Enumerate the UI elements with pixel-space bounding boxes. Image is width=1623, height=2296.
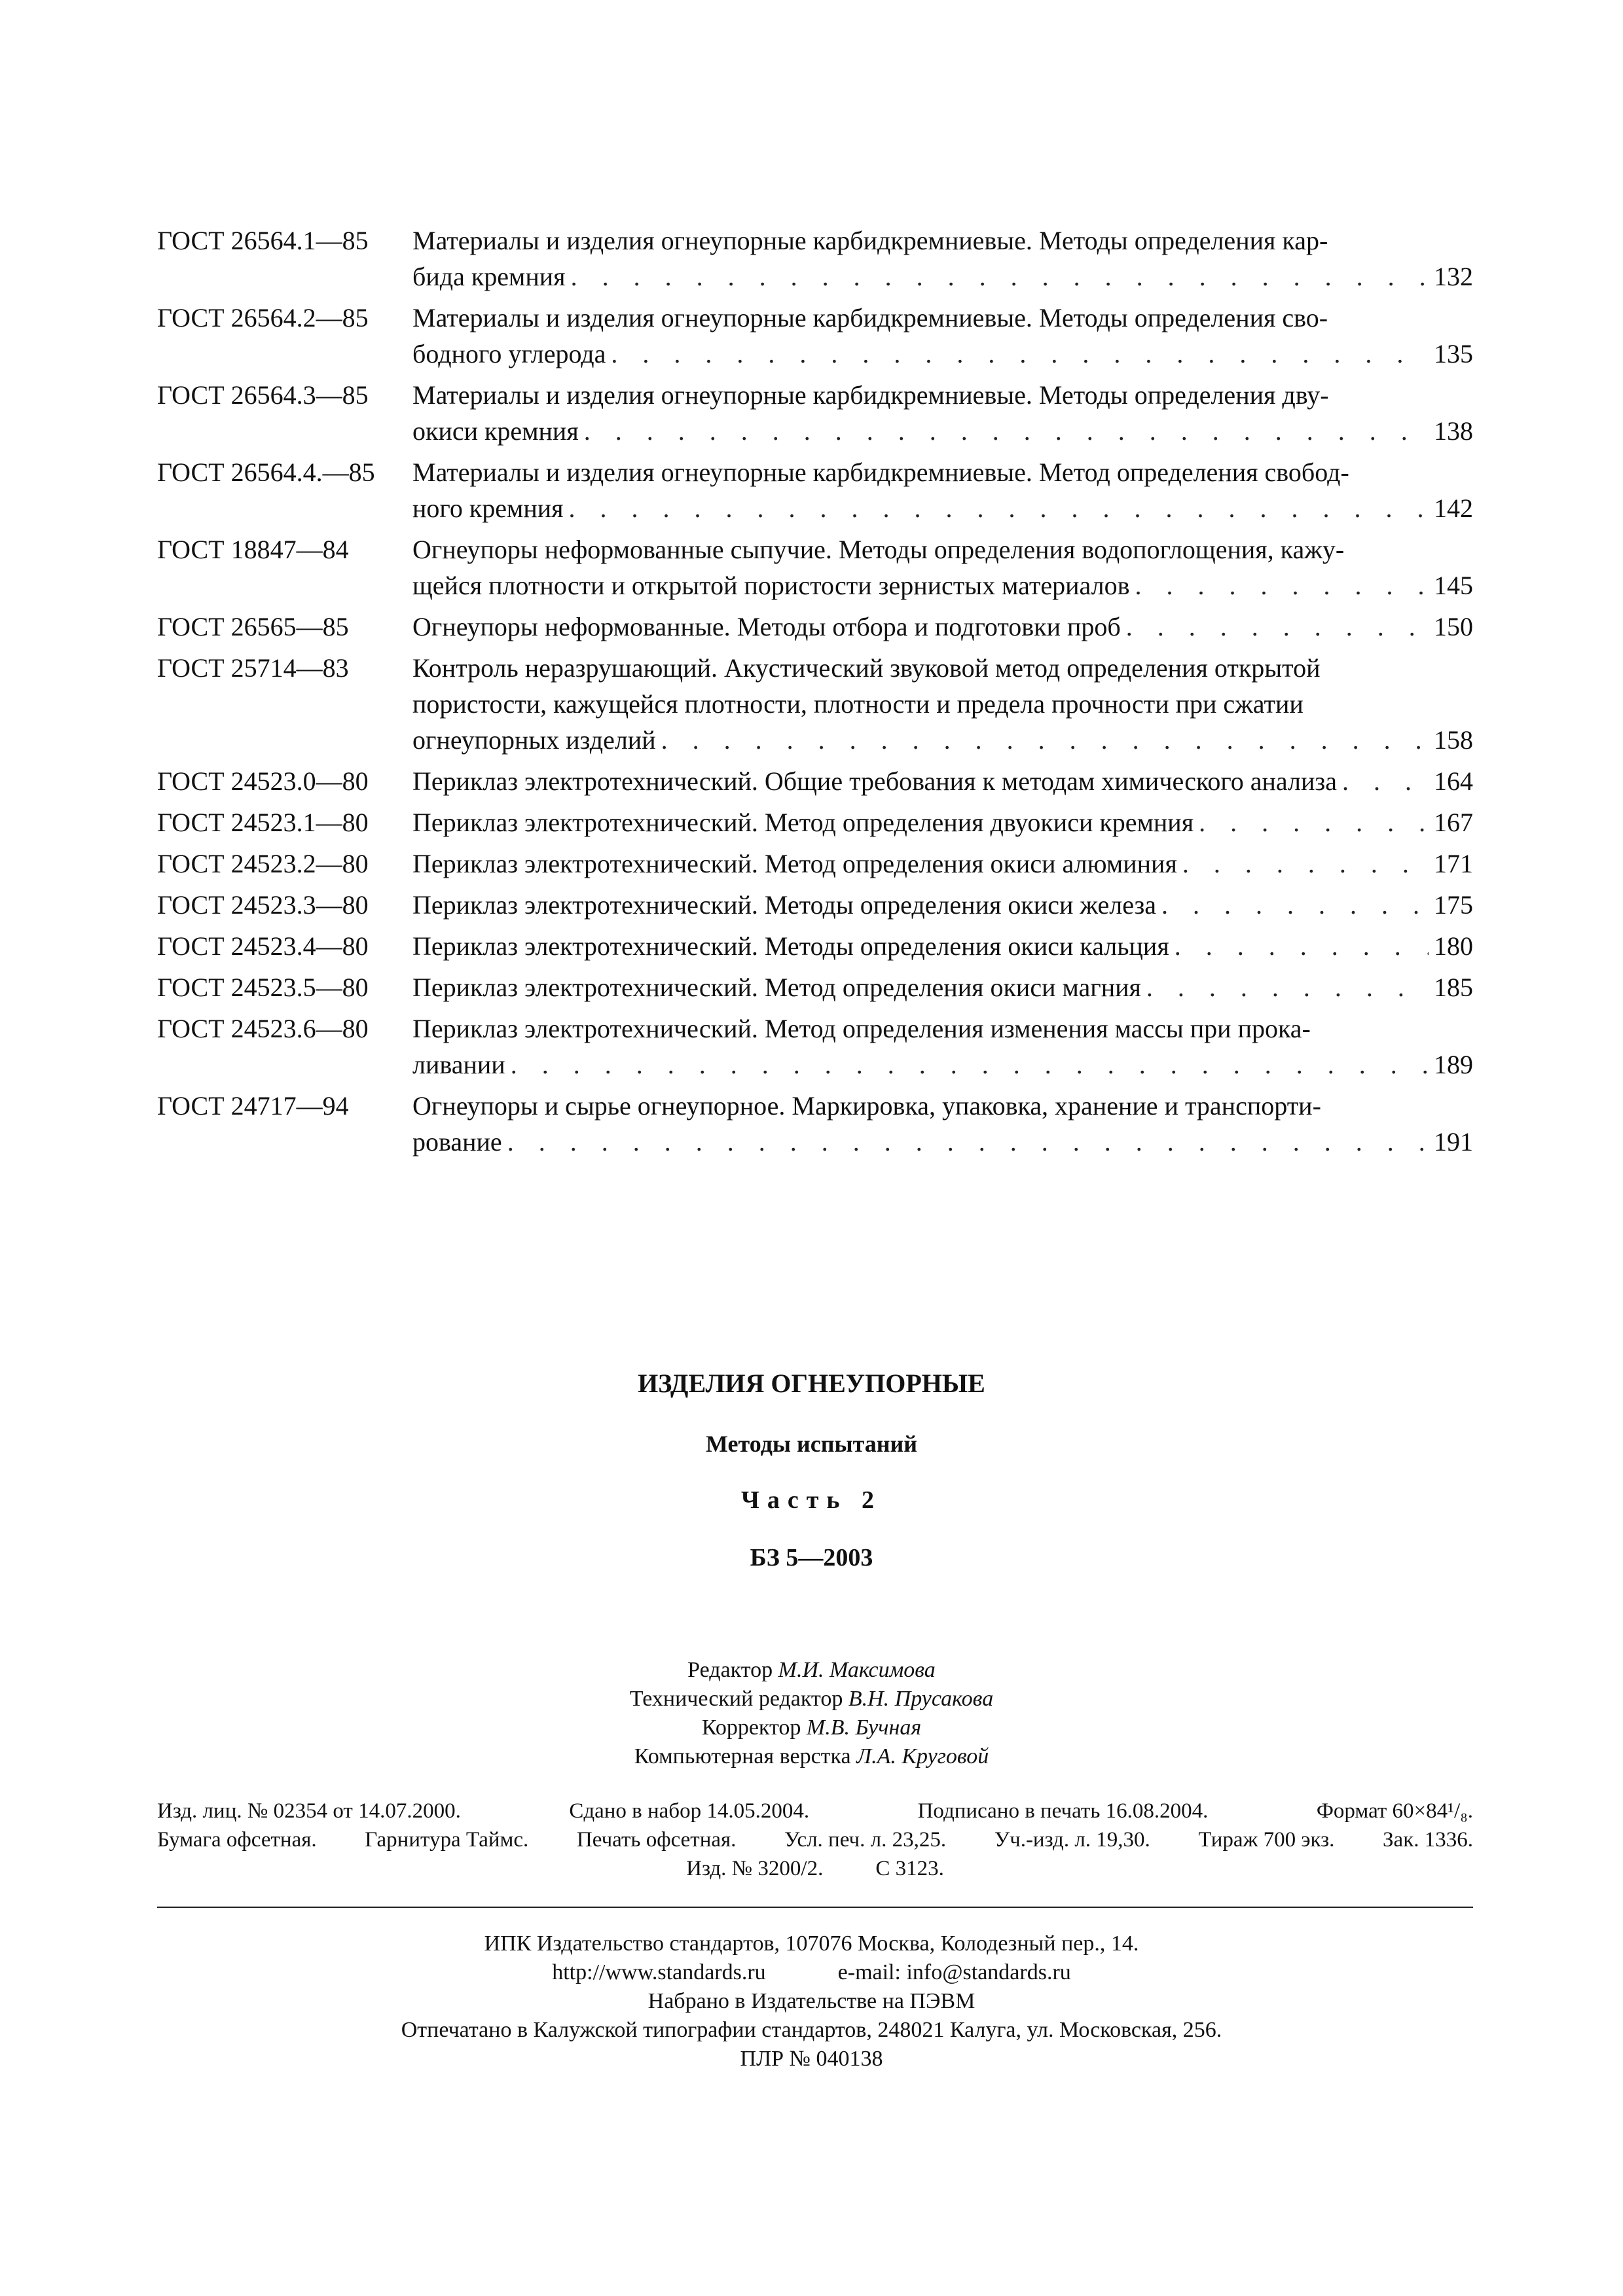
credit-line: Технический редактор В.Н. Прусакова — [629, 1687, 994, 1711]
toc-title-last-line — [412, 567, 1473, 603]
toc-page-number[interactable]: 189 — [1434, 1050, 1473, 1079]
toc-title-text: Периклаз электротехнический. Общие требования к методам химического анализа — [412, 766, 1337, 796]
dot-leader — [571, 259, 1429, 295]
toc-entry — [157, 300, 1473, 372]
toc-title — [412, 846, 1473, 882]
dot-leader — [1199, 804, 1429, 840]
toc-title-text: Периклаз электротехнический. Методы определения окиси железа — [412, 890, 1156, 920]
toc-title-text: щейся плотности и открытой пористости зернистых материалов — [412, 571, 1130, 600]
dot-leader — [1146, 969, 1429, 1005]
toc-standard-code: ГОСТ 24523.3—80 — [157, 890, 369, 920]
toc-title-line: Материалы и изделия огнеупорные карбидкремниевые. Методы определения дву- — [412, 380, 1329, 410]
toc-standard-code: ГОСТ 24523.5—80 — [157, 973, 369, 1002]
toc-entry — [157, 531, 1473, 603]
toc-standard-code: ГОСТ 26564.2—85 — [157, 303, 369, 332]
toc-entry — [157, 969, 1473, 1005]
toc-page-number[interactable]: 185 — [1434, 973, 1473, 1002]
toc-standard-code: ГОСТ 26564.3—85 — [157, 380, 369, 410]
toc-standard-code: ГОСТ 24523.0—80 — [157, 766, 369, 796]
toc-title — [412, 650, 1473, 758]
toc-title-last-line — [412, 1124, 1473, 1160]
toc-title-line: Контроль неразрушающий. Акустический звуковой метод определения открытой — [412, 653, 1321, 683]
toc-title — [412, 377, 1473, 449]
dot-leader — [511, 1047, 1429, 1083]
toc-entry — [157, 763, 1473, 799]
toc-title-last-line — [412, 846, 1473, 882]
toc-title-text: окиси кремния — [412, 416, 579, 446]
toc-title-last-line — [412, 336, 1473, 372]
toc-standard-code: ГОСТ 26565—85 — [157, 612, 349, 641]
horizontal-divider — [157, 1907, 1473, 1908]
toc-entry — [157, 377, 1473, 449]
toc-entry — [157, 223, 1473, 295]
dot-leader — [611, 336, 1429, 372]
toc-title-text: огнеупорных изделий — [412, 725, 656, 755]
toc-title — [412, 1088, 1473, 1160]
toc-title-text: Периклаз электротехнический. Метод определения двуокиси кремния — [412, 808, 1194, 837]
toc-entry — [157, 887, 1473, 923]
toc-title — [412, 300, 1473, 372]
credits-block — [0, 1656, 1623, 1771]
toc-page-number[interactable]: 138 — [1434, 416, 1473, 446]
dot-leader — [584, 413, 1429, 449]
toc-standard-code: ГОСТ 25714—83 — [157, 653, 349, 683]
toc-title-last-line — [412, 609, 1473, 645]
dot-leader — [1342, 763, 1429, 799]
dot-leader — [1126, 609, 1429, 645]
toc-entry — [157, 454, 1473, 526]
toc-title-line: пористости, кажущейся плотности, плотности и предела прочности при сжатии — [412, 689, 1304, 719]
toc-title-line: Огнеупоры неформованные сыпучие. Методы определения водопоглощения, кажу- — [412, 535, 1345, 564]
toc-title-text: ного кремния — [412, 493, 564, 523]
toc-title-line: Материалы и изделия огнеупорные карбидкремниевые. Методы определения кар- — [412, 226, 1328, 255]
toc-page-number[interactable]: 180 — [1434, 931, 1473, 961]
toc-entry — [157, 1011, 1473, 1083]
toc-page-number[interactable]: 142 — [1434, 493, 1473, 523]
book-code: БЗ 5—2003 — [750, 1544, 873, 1571]
toc-standard-code: ГОСТ 24523.1—80 — [157, 808, 369, 837]
dot-leader — [1161, 887, 1429, 923]
publisher-address: ИПК Издательство стандартов, 107076 Москва, Колодезный пер., 14. — [484, 1931, 1139, 1956]
toc-title — [412, 928, 1473, 964]
toc-title-last-line — [412, 804, 1473, 840]
toc-page-number[interactable]: 191 — [1434, 1127, 1473, 1157]
imprint-block — [157, 1797, 1473, 1883]
toc-page-number[interactable]: 145 — [1434, 571, 1473, 600]
toc-title-last-line — [412, 490, 1473, 526]
toc-title-line: Материалы и изделия огнеупорные карбидкремниевые. Методы определения сво- — [412, 303, 1328, 332]
dot-leader — [569, 490, 1429, 526]
toc-title-last-line — [412, 259, 1473, 295]
toc-title-last-line — [412, 722, 1473, 758]
toc-title — [412, 223, 1473, 295]
toc-title — [412, 531, 1473, 603]
printer-note: Отпечатано в Калужской типографии стандартов, 248021 Калуга, ул. Московская, 256. — [401, 2018, 1222, 2042]
toc-title — [412, 804, 1473, 840]
toc-title — [412, 887, 1473, 923]
book-title: ИЗДЕЛИЯ ОГНЕУПОРНЫЕ — [638, 1369, 985, 1398]
credit-line: Корректор М.В. Бучная — [701, 1715, 922, 1740]
toc-title-line: Периклаз электротехнический. Метод определения изменения массы при прока- — [412, 1014, 1311, 1043]
toc-standard-code: ГОСТ 18847—84 — [157, 535, 349, 564]
table-of-contents — [157, 223, 1473, 1165]
imprint-row: Изд. лиц. № 02354 от 14.07.2000. Сдано в набор 14.05.2004. Подписано в печать 16.08.2004. Формат 60×84¹/₈. — [157, 1799, 1473, 1823]
publisher-block — [0, 1929, 1623, 2073]
toc-title-text: ливании — [412, 1050, 505, 1079]
toc-title-text: Огнеупоры неформованные. Методы отбора и подготовки проб — [412, 612, 1121, 641]
toc-standard-code: ГОСТ 26564.4.—85 — [157, 457, 375, 487]
toc-standard-code: ГОСТ 26564.1—85 — [157, 226, 369, 255]
toc-title-text: Периклаз электротехнический. Методы определения окиси кальция — [412, 931, 1169, 961]
publisher-contacts — [0, 1958, 1623, 1987]
toc-standard-code: ГОСТ 24717—94 — [157, 1091, 349, 1121]
toc-page-number[interactable]: 158 — [1434, 725, 1473, 755]
toc-title-text: рование — [412, 1127, 502, 1157]
toc-title — [412, 454, 1473, 526]
toc-entry — [157, 609, 1473, 645]
toc-page-number[interactable]: 175 — [1434, 890, 1473, 920]
dot-leader — [1135, 567, 1429, 603]
toc-page-number[interactable]: 150 — [1434, 612, 1473, 641]
toc-entry — [157, 1088, 1473, 1160]
typeset-note: Набрано в Издательстве на ПЭВМ — [647, 1989, 976, 2013]
toc-title-last-line — [412, 1047, 1473, 1083]
dot-leader — [1182, 846, 1429, 882]
toc-title-last-line — [412, 413, 1473, 449]
publisher-email[interactable]: e-mail: info@standards.ru — [837, 1960, 1071, 1984]
toc-title-last-line — [412, 887, 1473, 923]
credit-line: Компьютерная верстка Л.А. Круговой — [634, 1744, 989, 1768]
toc-title-text: бодного углерода — [412, 339, 606, 368]
imprint-row: Бумага офсетная. Гарнитура Таймс. Печать офсетная. Усл. печ. л. 23,25. Уч.-изд. л. 19,30. Тираж 700 экз. Зак. 1336. — [157, 1828, 1473, 1852]
toc-page-number[interactable]: 164 — [1434, 766, 1473, 796]
toc-title — [412, 609, 1473, 645]
toc-title-text: бида кремния — [412, 262, 566, 291]
dot-leader — [507, 1124, 1429, 1160]
publisher-url[interactable]: http://www.standards.ru — [552, 1960, 766, 1984]
toc-page-number[interactable]: 171 — [1434, 849, 1473, 878]
toc-standard-code: ГОСТ 24523.2—80 — [157, 849, 369, 878]
imprint-row: Изд. № 3200/2. С 3123. — [686, 1857, 944, 1880]
toc-title-line: Огнеупоры и сырье огнеупорное. Маркировка, упаковка, хранение и транспорти- — [412, 1091, 1321, 1121]
toc-title-last-line — [412, 969, 1473, 1005]
dot-leader — [661, 722, 1429, 758]
toc-title-text: Периклаз электротехнический. Метод определения окиси алюминия — [412, 849, 1177, 878]
toc-entry — [157, 804, 1473, 840]
toc-entry — [157, 650, 1473, 758]
toc-page-number[interactable]: 135 — [1434, 339, 1473, 368]
plr-number: ПЛР № 040138 — [740, 2047, 883, 2071]
toc-title — [412, 763, 1473, 799]
dot-leader — [1175, 928, 1429, 964]
toc-title-last-line — [412, 928, 1473, 964]
toc-entry — [157, 846, 1473, 882]
credit-line: Редактор М.И. Максимова — [687, 1658, 936, 1682]
toc-page-number[interactable]: 167 — [1434, 808, 1473, 837]
toc-entry — [157, 928, 1473, 964]
toc-title — [412, 1011, 1473, 1083]
toc-standard-code: ГОСТ 24523.6—80 — [157, 1014, 369, 1043]
toc-page-number[interactable]: 132 — [1434, 262, 1473, 291]
toc-standard-code: ГОСТ 24523.4—80 — [157, 931, 369, 961]
book-subtitle: Методы испытаний — [706, 1431, 917, 1457]
toc-title-text: Периклаз электротехнический. Метод определения окиси магния — [412, 973, 1141, 1002]
toc-title-last-line — [412, 763, 1473, 799]
toc-title — [412, 969, 1473, 1005]
toc-title-line: Материалы и изделия огнеупорные карбидкремниевые. Метод определения свобод- — [412, 457, 1349, 487]
book-part: Часть 2 — [740, 1486, 882, 1514]
